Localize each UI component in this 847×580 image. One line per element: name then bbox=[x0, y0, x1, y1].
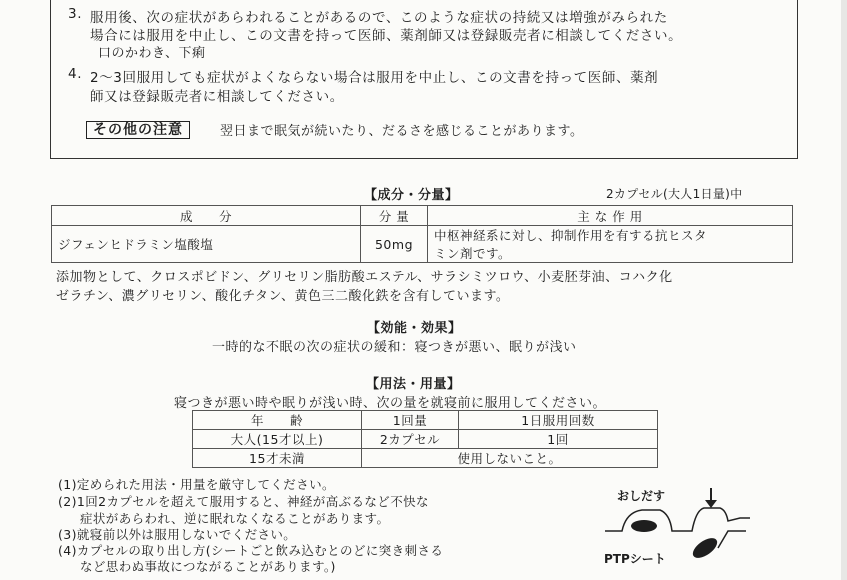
header-age: 年 齢 bbox=[193, 411, 362, 430]
header-single-dose: 1回量 bbox=[362, 411, 459, 430]
note-3: (3)就寝前以外は服用しないでください。 bbox=[58, 527, 297, 542]
usage-child-row bbox=[193, 449, 658, 468]
push-arrow-icon bbox=[705, 488, 717, 508]
ingredients-table bbox=[51, 205, 793, 263]
additives-line2: ゼラチン、濃グリセリン、酸化チタン、黄色三二酸化鉄を含有しています。 bbox=[56, 289, 510, 304]
warning-item4-number: 4. bbox=[68, 66, 83, 82]
ingredients-header-row bbox=[52, 206, 793, 226]
usage-adult-row bbox=[193, 430, 658, 449]
additives-line1: 添加物として、クロスポビドン、グリセリン脂肪酸エステル、サラシミツロウ、小麦胚芽油、コハク化 bbox=[56, 270, 673, 285]
warning-item3-number: 3. bbox=[68, 6, 83, 22]
ingredients-heading: 【成分・分量】 bbox=[364, 188, 459, 203]
note-1: (1)定められた用法・用量を厳守してください。 bbox=[58, 477, 335, 492]
other-caution-text: 翌日まで眠気が続いたり、だるさを感じることがあります。 bbox=[220, 124, 584, 139]
adult-dose: 2カプセル bbox=[362, 430, 459, 449]
header-daily-times: 1日服用回数 bbox=[459, 411, 658, 430]
page-edge bbox=[841, 0, 847, 580]
efficacy-heading: 【効能・効果】 bbox=[367, 321, 462, 336]
usage-intro: 寝つきが悪い時や眠りが浅い時、次の量を就寝前に服用してください。 bbox=[174, 396, 607, 411]
note-4-line2: など思わぬ事故につながることがあります。) bbox=[80, 559, 336, 574]
ingredient-action bbox=[428, 226, 793, 263]
child-instruction: 使用しないこと。 bbox=[362, 449, 658, 468]
note-2-line2: 症状があらわれ、逆に眠れなくなることがあります。 bbox=[80, 511, 390, 526]
ingredient-amount: 50mg bbox=[361, 226, 428, 263]
warning-item4-line1: 2～3回服用しても症状がよくならない場合は服用を中止し、この文書を持って医師、薬剤 bbox=[90, 70, 659, 86]
efficacy-text: 一時的な不眠の次の症状の緩和：寝つきが悪い、眠りが浅い bbox=[212, 340, 577, 355]
header-action: 主 な 作 用 bbox=[428, 206, 793, 226]
ptp-sheet-label: PTPシート bbox=[604, 552, 666, 566]
note-2-line1: (2)1回2カプセルを超えて服用すると、神経が高ぶるなど不快な bbox=[58, 494, 429, 509]
adult-times: 1回 bbox=[459, 430, 658, 449]
usage-table bbox=[192, 410, 658, 468]
header-ingredient: 成 分 bbox=[52, 206, 361, 226]
ingredients-row bbox=[52, 226, 793, 263]
warning-item3-line2: 場合には服用を中止し、この文書を持って医師、薬剤師又は登録販売者に相談してください。 bbox=[90, 28, 683, 44]
dose-note: 2カプセル(大人1日量)中 bbox=[606, 187, 743, 201]
ptp-illustration bbox=[600, 486, 780, 578]
note-4-line1: (4)カプセルの取り出し方(シートごと飲み込むとのどに突き刺さる bbox=[58, 543, 444, 558]
header-amount: 分 量 bbox=[361, 206, 428, 226]
child-age: 15才未満 bbox=[193, 449, 362, 468]
warning-item3-symptoms: 口のかわき、下痢 bbox=[98, 46, 206, 61]
warning-item4-line2: 師又は登録販売者に相談してください。 bbox=[90, 89, 344, 105]
ptp-sheet-shape bbox=[605, 508, 750, 531]
other-caution-label: その他の注意 bbox=[86, 121, 190, 139]
ingredient-name: ジフェンヒドラミン塩酸塩 bbox=[52, 226, 361, 263]
capsule-in-blister bbox=[631, 520, 657, 532]
ingredient-action-line2: ミン剤です。 bbox=[434, 246, 512, 261]
ingredient-action-line1: 中枢神経系に対し、抑制作用を有する抗ヒスタ bbox=[434, 228, 708, 243]
sheet-opening bbox=[718, 531, 746, 548]
push-label: おしだす bbox=[617, 489, 666, 503]
usage-heading: 【用法・用量】 bbox=[366, 377, 461, 392]
usage-header-row bbox=[193, 411, 658, 430]
warning-item3-line1: 服用後、次の症状があらわれることがあるので、このような症状の持続又は増強がみられた bbox=[90, 10, 668, 26]
adult-age: 大人(15才以上) bbox=[193, 430, 362, 449]
capsule-released bbox=[690, 534, 721, 562]
